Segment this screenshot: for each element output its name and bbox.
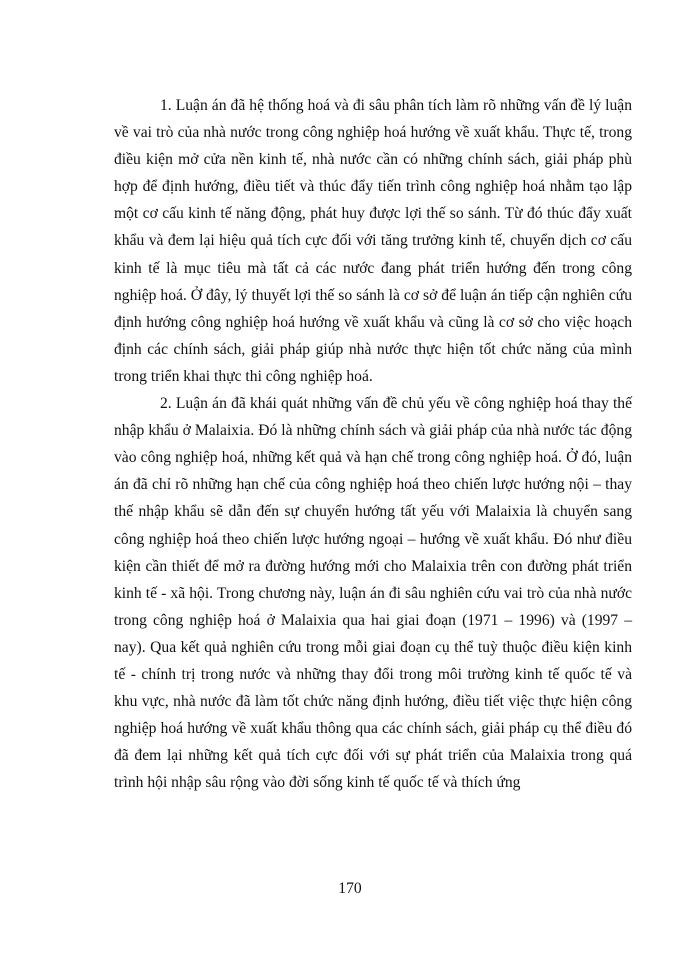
body-text: [114, 92, 632, 796]
paragraph-1: 1. Luận án đã hệ thống hoá và đi sâu phân tích làm rõ những vấn đề lý luận về vai trò của nhà nước trong công nghiệp hoá hướng về xuất khẩu. Thực tế, trong điều kiện mở cửa nền kinh tế, nhà nước cần có những chính sách, giải pháp phù hợp để định hướng, điều tiết và thúc đẩy tiến trình công nghiệp hoá nhằm tạo lập một cơ cấu kinh tế năng động, phát huy được lợi thế so sánh. Từ đó thúc đẩy xuất khẩu và đem lại hiệu quả tích cực đối với tăng trưởng kinh tế, chuyển dịch cơ cấu kinh tế là mục tiêu mà tất cả các nước đang phát triển hướng đến trong công nghiệp hoá. Ở đây, lý thuyết lợi thế so sánh là cơ sở để luận án tiếp cận nghiên cứu định hướng công nghiệp hoá hướng về xuất khẩu và cũng là cơ sở cho việc hoạch định các chính sách, giải pháp giúp nhà nước thực hiện tốt chức năng của mình trong triển khai thực thi công nghiệp hoá.: [114, 97, 632, 385]
paragraph-2: 2. Luận án đã khái quát những vấn đề chủ yếu về công nghiệp hoá thay thế nhập khẩu ở Malaixia. Đó là những chính sách và giải pháp của nhà nước tác động vào công nghiệp hoá, những kết quả và hạn chế trong công nghiệp hoá. Ở đó, luận án đã chỉ rõ những hạn chế của công nghiệp hoá theo chiến lược hướng nội – thay thế nhập khẩu sẽ dẫn đến sự chuyển hướng tất yếu với Malaixia là chuyển sang công nghiệp hoá theo chiến lược hướng ngoại – hướng về xuất khẩu. Đó như điều kiện cần thiết để mở ra đường hướng mới cho Malaixia trên con đường phát triển kinh tế - xã hội. Trong chương này, luận án đi sâu nghiên cứu vai trò của nhà nước trong công nghiệp hoá ở Malaixia qua hai giai đoạn (1971 – 1996) và (1997 – nay). Qua kết quả nghiên cứu trong mỗi giai đoạn cụ thể tuỳ thuộc điều kiện kinh tế - chính trị trong nước và những thay đổi trong môi trường kinh tế quốc tế và khu vực, nhà nước đã làm tốt chức năng định hướng, điều tiết việc thực hiện công nghiệp hoá hướng về xuất khẩu thông qua các chính sách, giải pháp cụ thể điều đó đã đem lại những kết quả tích cực đối với sự phát triển của Malaixia trong quá trình hội nhập sâu rộng vào đời sống kinh tế quốc tế và thích ứng: [114, 395, 632, 792]
page-number: 170: [338, 880, 362, 897]
